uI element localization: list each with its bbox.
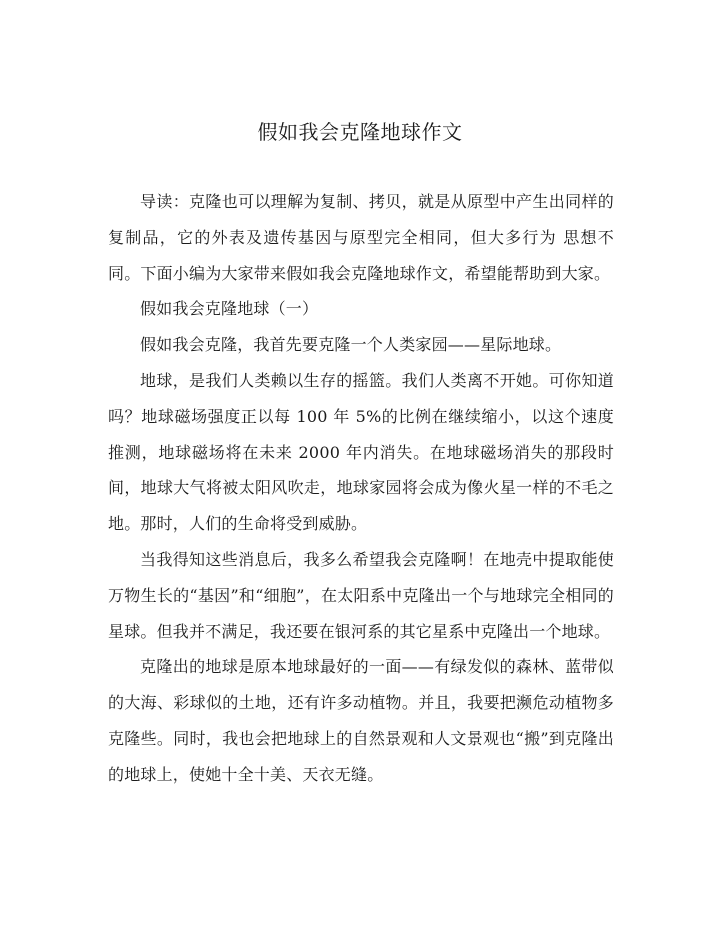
document-title: 假如我会克隆地球作文 [257,120,463,144]
body-paragraph: 克隆出的地球是原本地球最好的一面——有绿发似的森林、蓝带似的大海、彩球似的土地，还有许多动植物。并且，我要把濒危动植物多克隆些。同时，我也会把地球上的自然景观和人文景观也“搬”到克隆出的地球上，使她十全十美、天衣无缝。 [108,657,614,784]
body-paragraph: 假如我会克隆，我首先要克隆一个人类家园——星际地球。 [140,335,562,355]
intro-paragraph: 导读：克隆也可以理解为复制、拷贝，就是从原型中产生出同样的复制品，它的外表及遗传基因与原型完全相同，但大多行为 思想不同。下面小编为大家带来假如我会克隆地球作文，希望能帮助到大家。 [108,192,614,283]
body-paragraph: 当我得知这些消息后，我多么希望我会克隆啊！在地壳中提取能使万物生长的“基因”和“细胞”，在太阳系中克隆出一个与地球完全相同的星球。但我并不满足，我还要在银河系的其它星系中克隆出一个地球。 [108,549,614,641]
body-paragraph: 地球，是我们人类赖以生存的摇篮。我们人类离不开她。可你知道吗？地球磁场强度正以每 100 年 5%的比例在继续缩小，以这个速度推测，地球磁场将在未来 2000 年内消失。在地球磁场消失的那段时间，地球大气将被太阳风吹走，地球家园将会成为像火星一样的不毛之地。那时，人们的生命将受到威胁。 [108,370,614,534]
section-heading: 假如我会克隆地球（一） [140,299,319,319]
document-body [108,184,614,793]
